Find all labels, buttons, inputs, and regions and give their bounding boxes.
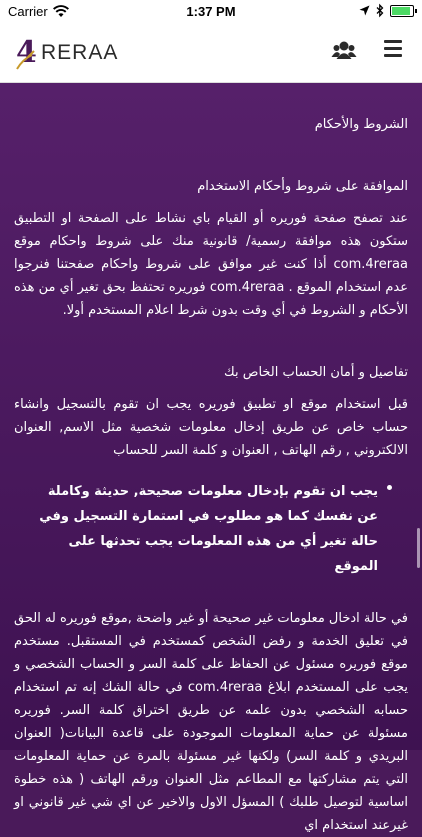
section-body-responsibility: في حالة ادخال معلومات غير صحيحة أو غير واضحة ,موقع فوريره له الحق في تعليق الخدمة و رفض الشخص كمستخدم في المستقبل. مستخدم موقع فوريره مسئول عن الحفاظ على كلمة السر و الحساب الشخصي و يجب على المستخدم ابلاغ com.4reraa في حالة الشك إنه تم استخدام حسابه الشخصي بدون علمه عن طريق اختراق كلمة السر. فوريره مسئولة عن حماية المعلومات الموجودة على قاعدة البيانات( العنوان البريدي و كلمة السر) ولكنها غير مسئولة بالمرة عن حماية المعلومات التي يتم مشاركتها مع المطاعم مثل العنوان ورقم الهاتف ( هذه خطوة اساسية لتوصيل طلبك ) المسؤل الاول والاخير عن اي شي غير قانوني او غيرعند استخدام اي: [14, 611, 409, 833]
hamburger-menu-icon[interactable]: [384, 40, 402, 58]
battery-icon: [390, 5, 414, 17]
users-icon[interactable]: [331, 38, 357, 64]
carrier-label: Carrier: [8, 4, 48, 19]
navigation-bar: [0, 24, 422, 83]
bluetooth-icon: [376, 4, 384, 17]
section-heading-account: تفاصيل و أمان الحساب الخاص بك: [224, 365, 408, 380]
section-body-account: قبل استخدام موقع او تطبيق فوريره يجب ان تقوم بالتسجيل وانشاء حساب خاص عن طريق إدخال معلومات شخصية مثل الاسم, العنوان الالكتروني , رقم الهاتف , العنوان و كلمة السر للحساب: [14, 397, 408, 458]
app-logo[interactable]: [14, 34, 118, 72]
logo-text: RERAA: [41, 41, 119, 64]
terms-content[interactable]: [0, 83, 422, 833]
section-heading-agreement: الموافقة على شروط وأحكام الاستخدام: [197, 179, 408, 194]
logo-mark-icon: [14, 35, 40, 71]
status-bar: [0, 0, 422, 24]
location-arrow-icon: [359, 5, 370, 16]
status-right: [359, 4, 414, 17]
status-time: 1:37 PM: [186, 4, 236, 19]
bullet-accurate-info: يجب ان تقوم بإدخال معلومات صحيحة, حديثة وكاملة عن نفسك كما هو مطلوب في استمارة التسجيل وفي حالة تغير أي من هذه المعلومات يجب تحدثها على الموقع: [36, 479, 392, 579]
svg-text:4: 4: [16, 35, 37, 70]
scroll-indicator[interactable]: [417, 528, 420, 568]
page-title: الشروط والأحكام: [314, 117, 408, 132]
section-body-agreement: عند تصفح صفحة فوريره أو القيام باي نشاط على الصفحة او التطبيق ستكون هذه موافقة رسمية/ قانونية منك على شروط واحكام موقع com.4reraa أذا كنت غير موافق على شروط واحكام صفحتنا فنرجوا عدم استخدام الموقع . com.4reraa فوريره تحتفظ بحق تغير أي من هذه الأحكام و الشروط في أي وقت بدون شرط اعلام المستخدم أولا.: [14, 211, 408, 318]
